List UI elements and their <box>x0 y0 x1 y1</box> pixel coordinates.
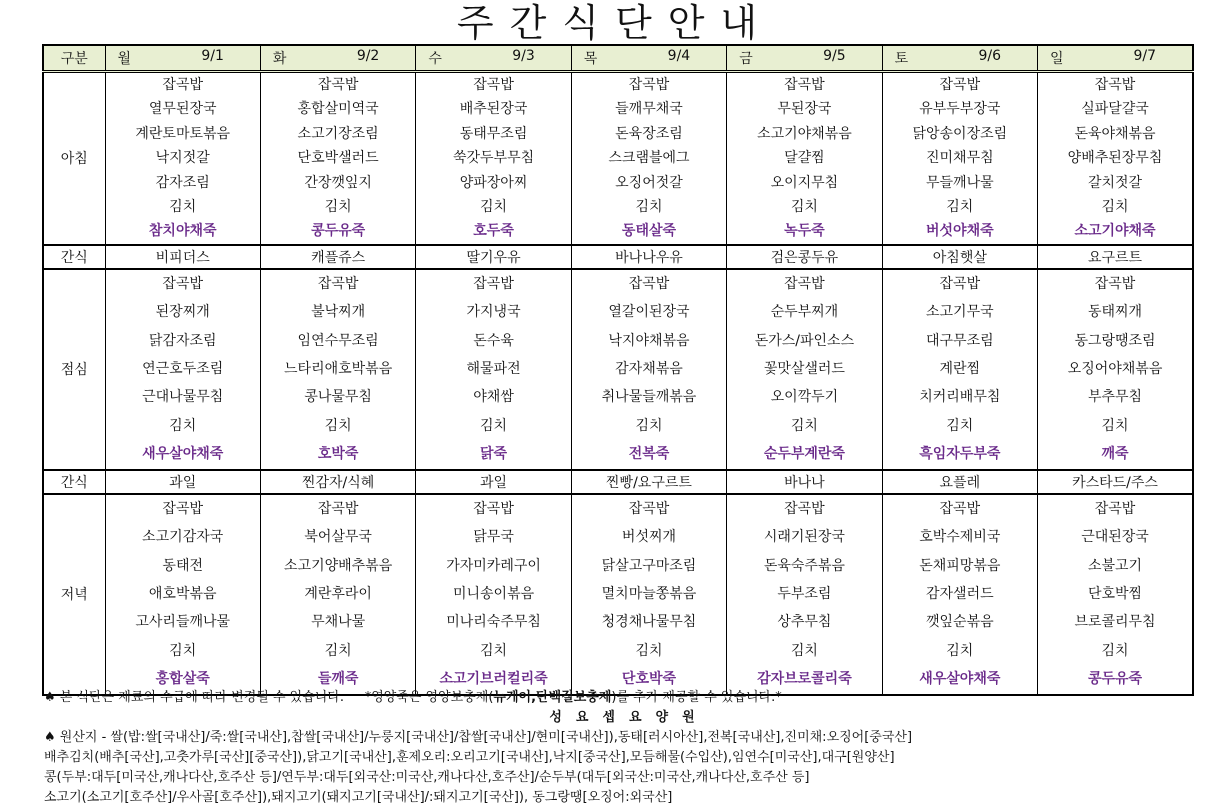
menu-item: 닭살고구마조림 <box>601 557 697 574</box>
menu-item: 돈육숙주볶음 <box>763 557 845 574</box>
snack-item: 바나나 <box>727 470 882 494</box>
menu-item: 감자조림 <box>155 174 210 191</box>
menu-item: 감자샐러드 <box>926 585 994 602</box>
menu-item: 단호박샐러드 <box>297 150 379 167</box>
porridge-item: 참치야채죽 <box>148 223 217 240</box>
day-name: 금 <box>739 51 753 67</box>
menu-item: 돈채피망볶음 <box>919 557 1001 574</box>
notes-section <box>44 688 1214 808</box>
porridge-item: 콩두유죽 <box>311 223 366 240</box>
menu-item: 진미채무침 <box>926 150 994 167</box>
menu-item: 미나리숙주무침 <box>446 614 541 631</box>
menu-item: 콩나물무침 <box>304 389 372 406</box>
menu-item: 북어살무국 <box>304 529 372 546</box>
menu-item: 잡곡밥 <box>784 77 825 93</box>
menu-item: 김치 <box>1101 642 1129 659</box>
dinner-day-cell <box>105 494 260 695</box>
snack-item: 바나나우유 <box>571 245 726 269</box>
origin-line-4: 소고기(소고기[호주산]/우사골[호주산]),돼지고기(돼지고기[국내산]/:돼지고기[국산]), 동그랑땡[오징어:외국산] <box>44 790 673 805</box>
menu-item: 양배추된장무침 <box>1067 150 1163 167</box>
menu-item: 닭앙송이장조림 <box>912 125 1008 142</box>
menu-item: 달걀찜 <box>784 150 825 167</box>
menu-item: 잡곡밥 <box>473 275 514 292</box>
snack-item: 카스타드/주스 <box>1038 470 1193 494</box>
menu-item: 김치 <box>946 199 974 216</box>
menu-item: 계란찜 <box>939 361 981 378</box>
menu-item: 무된장국 <box>777 101 832 118</box>
menu-item: 낙지야채볶음 <box>608 332 690 349</box>
menu-item: 잡곡밥 <box>473 77 514 93</box>
menu-item: 소고기무국 <box>926 304 994 321</box>
lunch-day-cell <box>1038 269 1193 470</box>
menu-item: 김치 <box>635 642 663 659</box>
day-date: 9/6 <box>978 48 1002 64</box>
menu-item: 스크램블에그 <box>608 150 690 167</box>
porridge-item: 소고기야채죽 <box>1074 223 1156 240</box>
dinner-day-cell <box>260 494 415 695</box>
menu-item: 동태전 <box>162 557 203 574</box>
menu-item: 소불고기 <box>1087 557 1143 574</box>
menu-item: 느타리애호박볶음 <box>284 361 393 378</box>
menu-item: 버섯찌개 <box>621 529 677 546</box>
menu-item: 김치 <box>480 199 508 216</box>
day-date: 9/2 <box>356 48 380 64</box>
menu-item: 야채쌈 <box>473 389 514 406</box>
menu-item: 소고기감자국 <box>142 529 224 546</box>
menu-item: 청경채나물무침 <box>601 614 697 631</box>
menu-item: 들깨무채국 <box>615 101 683 118</box>
day-header <box>260 45 415 72</box>
snack-item: 요플레 <box>882 470 1037 494</box>
menu-item: 잡곡밥 <box>317 500 359 517</box>
menu-item: 닭감자조림 <box>148 332 217 349</box>
breakfast-day-cell <box>105 72 260 245</box>
snack-item: 아침햇살 <box>882 245 1037 269</box>
dinner-day-cell <box>1038 494 1193 695</box>
notice-line <box>44 688 1214 708</box>
snack-item: 딸기우유 <box>416 245 571 269</box>
porridge-item: 흑임자두부죽 <box>919 446 1001 463</box>
menu-item: 잡곡밥 <box>317 77 359 93</box>
snack-item: 검은콩두유 <box>727 245 882 269</box>
porridge-item: 동태살죽 <box>621 223 677 240</box>
menu-item: 김치 <box>324 199 352 216</box>
dinner-row <box>43 494 1193 695</box>
lunch-day-cell <box>571 269 726 470</box>
day-header <box>105 45 260 72</box>
menu-item: 고사리들깨나물 <box>135 614 231 631</box>
menu-item: 잡곡밥 <box>628 500 670 517</box>
day-date: 9/5 <box>823 48 846 64</box>
menu-item: 잡곡밥 <box>628 275 670 292</box>
menu-item: 근대된장국 <box>1081 529 1149 546</box>
menu-item: 김치 <box>946 642 974 659</box>
menu-item: 미니송이볶음 <box>452 585 535 602</box>
weekly-menu-table <box>42 44 1194 696</box>
supplement-suffix: )를 추가 제공할 수 있습니다.* <box>611 690 782 705</box>
menu-item: 김치 <box>169 642 197 659</box>
porridge-item: 호두죽 <box>473 223 514 240</box>
menu-item: 돈육장조림 <box>615 125 683 142</box>
day-date: 9/4 <box>667 48 691 64</box>
menu-item: 잡곡밥 <box>162 275 203 292</box>
change-notice: ♠ 본 식단은 재료의 수급에 따라 변경될 수 있습니다. <box>44 690 345 705</box>
porridge-item: 단호박죽 <box>621 671 677 688</box>
menu-item: 근대나물무침 <box>142 389 224 406</box>
menu-item: 깻잎순볶음 <box>926 614 994 631</box>
menu-item: 동태무조림 <box>459 125 528 142</box>
menu-item: 임연수무조림 <box>297 332 379 349</box>
menu-item: 연근호두조림 <box>142 361 224 378</box>
menu-item: 가자미카레구이 <box>446 557 541 574</box>
menu-item: 치커리배무침 <box>919 389 1001 406</box>
menu-item: 계란토마토볶음 <box>135 125 231 142</box>
day-name: 화 <box>272 51 287 67</box>
day-date: 9/3 <box>512 48 535 64</box>
menu-item: 잡곡밥 <box>1094 275 1136 292</box>
menu-item: 무채나물 <box>311 614 366 631</box>
menu-item: 순두부찌개 <box>770 304 839 321</box>
menu-item: 브로콜리무침 <box>1074 614 1156 631</box>
porridge-item: 새우살야채죽 <box>142 446 224 463</box>
menu-item: 김치 <box>790 417 818 434</box>
origin-line-1: ♠ 원산지 - 쌀(밥:쌀[국내산]/죽:쌀[국내산],찹쌀[국내산]/누룽지[국내산]/찹쌀[국내산]/현미[국내산]),동태[러시아산],전복[국내산],진미채:오징어[중국산] <box>44 730 913 745</box>
lunch-day-cell <box>105 269 260 470</box>
supplement-prefix: *영양죽은 영양보충제( <box>364 690 494 705</box>
menu-item: 돈수육 <box>473 332 514 349</box>
menu-item: 돈육야채볶음 <box>1074 125 1156 142</box>
menu-item: 꽃맛살샐러드 <box>763 361 845 378</box>
dinner-day-cell <box>727 494 882 695</box>
menu-item: 김치 <box>169 417 197 434</box>
snack-item: 과일 <box>105 470 260 494</box>
porridge-item: 버섯야채죽 <box>926 223 994 240</box>
snack-item: 캐플쥬스 <box>260 245 415 269</box>
menu-item: 된장찌개 <box>155 304 210 321</box>
menu-item: 낙지젓갈 <box>155 150 210 167</box>
day-header <box>727 45 882 72</box>
snack-item: 비피더스 <box>105 245 260 269</box>
menu-item: 동태찌개 <box>1087 304 1143 321</box>
lunch-day-cell <box>882 269 1037 470</box>
menu-item: 쑥갓두부무침 <box>452 150 535 167</box>
day-date: 9/7 <box>1133 48 1156 64</box>
snack-label: 간식 <box>43 470 105 494</box>
menu-item: 취나물들깨볶음 <box>601 389 697 406</box>
breakfast-day-cell <box>416 72 571 245</box>
menu-item: 단호박찜 <box>1087 585 1143 602</box>
breakfast-day-cell <box>1038 72 1193 245</box>
porridge-item: 콩두유죽 <box>1087 671 1143 688</box>
dinner-day-cell <box>882 494 1037 695</box>
menu-item: 잡곡밥 <box>1094 77 1136 93</box>
day-date: 9/1 <box>201 48 224 64</box>
menu-item: 잡곡밥 <box>784 500 825 517</box>
menu-item: 부추무침 <box>1087 389 1143 406</box>
breakfast-row <box>43 72 1193 245</box>
menu-item: 오징어젓갈 <box>615 174 683 191</box>
menu-item: 계란후라이 <box>304 585 372 602</box>
supplement-products: 뉴케어,단백질보충제 <box>493 690 612 705</box>
menu-item: 애호박볶음 <box>148 585 217 602</box>
snack-label: 간식 <box>43 245 105 269</box>
lunch-day-cell <box>727 269 882 470</box>
menu-item: 양파장아찌 <box>459 174 528 191</box>
menu-item: 실파달걀국 <box>1081 101 1149 118</box>
menu-item: 시래기된장국 <box>763 529 845 546</box>
lunch-day-cell <box>416 269 571 470</box>
menu-item: 소고기양배추볶음 <box>284 557 393 574</box>
menu-item: 잡곡밥 <box>1094 500 1136 517</box>
menu-item: 김치 <box>635 417 663 434</box>
breakfast-day-cell <box>727 72 882 245</box>
menu-item: 감자채볶음 <box>615 361 683 378</box>
header-row <box>43 45 1193 72</box>
menu-item: 김치 <box>946 417 974 434</box>
porridge-item: 감자브로콜리죽 <box>757 671 852 688</box>
committee-name: 성요셉요양원 <box>549 710 709 725</box>
menu-item: 동그랑땡조림 <box>1074 332 1156 349</box>
porridge-item: 새우살야채죽 <box>919 671 1001 688</box>
snack-item: 요구르트 <box>1038 245 1193 269</box>
menu-item: 배추된장국 <box>459 101 528 118</box>
menu-item: 열갈이된장국 <box>608 304 690 321</box>
menu-item: 잡곡밥 <box>628 77 670 93</box>
menu-item: 대구무조림 <box>926 332 994 349</box>
menu-item: 잡곡밥 <box>162 500 203 517</box>
menu-item: 멸치마늘쫑볶음 <box>601 585 697 602</box>
day-name: 월 <box>117 51 132 67</box>
menu-item: 김치 <box>790 199 818 216</box>
origin-line-2: 배추김치(배추[국산],고춧가루[국산][중국산]),닭고기[국내산],훈제오리:오리고기[국내산],낙지[중국산],모듬해물(수입산),임연수[미국산],대구[원양산] <box>44 750 895 765</box>
menu-item: 오이지무침 <box>770 174 839 191</box>
menu-item: 돈가스/파인소스 <box>754 332 855 349</box>
snack-item: 찐감자/식혜 <box>260 470 415 494</box>
menu-item: 김치 <box>480 417 508 434</box>
dinner-day-cell <box>416 494 571 695</box>
menu-item: 잡곡밥 <box>939 500 981 517</box>
menu-item: 잡곡밥 <box>939 77 981 93</box>
breakfast-day-cell <box>882 72 1037 245</box>
menu-item: 상추무침 <box>777 614 832 631</box>
menu-item: 소고기장조림 <box>297 125 379 142</box>
menu-item: 오이깍두기 <box>770 389 839 406</box>
page-title: 주간식단안내 <box>456 1 774 45</box>
dinner-day-cell <box>571 494 726 695</box>
porridge-item: 순두부계란죽 <box>763 446 845 463</box>
day-name: 토 <box>894 51 909 67</box>
menu-item: 김치 <box>324 417 352 434</box>
day-header <box>1038 45 1193 72</box>
menu-item: 김치 <box>324 642 352 659</box>
porridge-item: 홍합살죽 <box>155 671 210 688</box>
menu-item: 홍합살미역국 <box>297 101 379 118</box>
menu-item: 김치 <box>1101 417 1129 434</box>
porridge-item: 소고기브러컬리죽 <box>439 671 548 688</box>
snack-item: 찐빵/요구르트 <box>571 470 726 494</box>
menu-item: 호박수제비국 <box>919 529 1001 546</box>
day-name: 일 <box>1050 51 1064 67</box>
porridge-item: 호박죽 <box>317 446 359 463</box>
menu-item: 잡곡밥 <box>317 275 359 292</box>
snack2-row <box>43 470 1193 494</box>
menu-item: 가지냉국 <box>466 304 521 321</box>
menu-item: 두부조림 <box>777 585 832 602</box>
menu-item: 김치 <box>790 642 818 659</box>
menu-item: 김치 <box>1101 199 1129 216</box>
snack-item: 과일 <box>416 470 571 494</box>
breakfast-label: 아침 <box>43 72 105 245</box>
menu-item: 잡곡밥 <box>473 500 514 517</box>
menu-item: 해물파전 <box>466 361 521 378</box>
menu-item: 소고기야채볶음 <box>757 125 852 142</box>
menu-item: 불낙찌개 <box>311 304 366 321</box>
menu-item: 잡곡밥 <box>939 275 981 292</box>
menu-item: 잡곡밥 <box>162 77 203 93</box>
menu-item: 닭무국 <box>473 529 514 546</box>
lunch-day-cell <box>260 269 415 470</box>
snack1-row <box>43 245 1193 269</box>
origin-line-3: 콩(두부:대두[미국산,캐나다산,호주산 등]/연두부:대두[외국산:미국산,캐나다산,호주산]/순두부(대두[외국산:미국산,캐나다산,호주산 등] <box>44 770 810 785</box>
porridge-item: 닭죽 <box>480 446 508 463</box>
menu-item: 유부두부장국 <box>919 101 1001 118</box>
menu-item: 무들깨나물 <box>926 174 994 191</box>
dinner-label: 저녁 <box>43 494 105 695</box>
category-header: 구분 <box>43 45 105 72</box>
breakfast-day-cell <box>571 72 726 245</box>
menu-item: 김치 <box>480 642 508 659</box>
menu-item: 열무된장국 <box>148 101 217 118</box>
menu-item: 오징어야채볶음 <box>1067 361 1163 378</box>
menu-item: 김치 <box>169 199 197 216</box>
menu-item: 간장깻잎지 <box>304 174 372 191</box>
porridge-item: 녹두죽 <box>784 223 825 240</box>
breakfast-day-cell <box>260 72 415 245</box>
day-header <box>571 45 726 72</box>
day-header <box>416 45 571 72</box>
lunch-row <box>43 269 1193 470</box>
day-name: 수 <box>428 51 442 67</box>
porridge-item: 들깨죽 <box>317 671 359 688</box>
day-header <box>882 45 1037 72</box>
menu-item: 김치 <box>635 199 663 216</box>
day-name: 목 <box>583 51 598 67</box>
lunch-label: 점심 <box>43 269 105 470</box>
porridge-item: 깨죽 <box>1101 446 1129 463</box>
porridge-item: 전복죽 <box>628 446 670 463</box>
menu-item: 갈치젓갈 <box>1087 174 1143 191</box>
menu-item: 잡곡밥 <box>784 275 825 292</box>
